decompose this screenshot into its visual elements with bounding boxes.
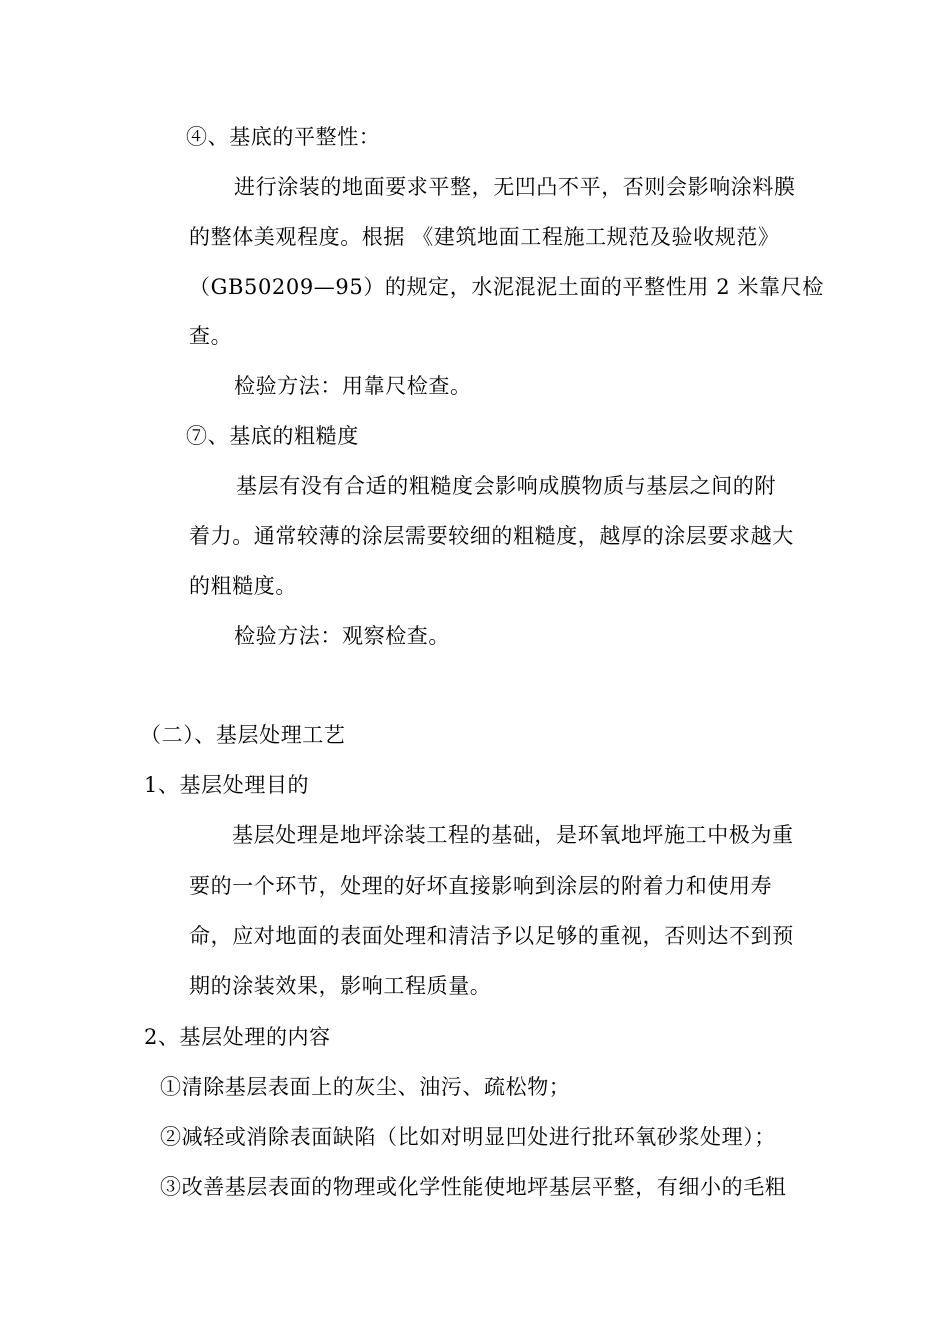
paragraph-line: 查。 bbox=[189, 324, 233, 348]
paragraph-line: 基层有没有合适的粗糙度会影响成膜物质与基层之间的附 bbox=[236, 474, 776, 498]
part-heading-base-treatment: （二）、基层处理工艺 bbox=[140, 723, 346, 747]
paragraph-line: （GB50209—95）的规定，水泥混泥土面的平整性用 2 米靠尺检 bbox=[189, 275, 824, 299]
paragraph-line: 进行涂装的地面要求平整，无凹凸不平，否则会影响涂料膜 bbox=[234, 175, 796, 199]
item-heading-purpose: 1、基层处理目的 bbox=[144, 773, 310, 797]
list-item: ③改善基层表面的物理或化学性能使地坪基层平整，有细小的毛粗 bbox=[160, 1175, 787, 1199]
paragraph-line: 着力。通常较薄的涂层需要较细的粗糙度，越厚的涂层要求越大 bbox=[189, 524, 794, 548]
section-heading-flatness: ④、基底的平整性： bbox=[186, 125, 381, 149]
paragraph-line: 基层处理是地坪涂装工程的基础，是环氧地坪施工中极为重 bbox=[232, 823, 794, 847]
inspection-method-roughness: 检验方法：观察检查。 bbox=[234, 624, 450, 648]
paragraph-line: 的整体美观程度。根据 《建筑地面工程施工规范及验收规范》 bbox=[189, 225, 780, 249]
list-item: ①清除基层表面上的灰尘、油污、疏松物； bbox=[160, 1075, 571, 1099]
paragraph-line: 的粗糙度。 bbox=[189, 574, 297, 598]
paragraph-line: 要的一个环节，处理的好坏直接影响到涂层的附着力和使用寿 bbox=[189, 874, 773, 898]
list-item: ②减轻或消除表面缺陷（比如对明显凹处进行批环氧砂浆处理）； bbox=[160, 1125, 776, 1149]
inspection-method-flatness: 检验方法：用靠尺检查。 bbox=[234, 374, 472, 398]
paragraph-line: 期的涂装效果，影响工程质量。 bbox=[189, 974, 492, 998]
paragraph-line: 命，应对地面的表面处理和清洁予以足够的重视，否则达不到预 bbox=[189, 924, 794, 948]
section-heading-roughness: ⑦、基底的粗糙度 bbox=[186, 424, 359, 448]
item-heading-content: 2、基层处理的内容 bbox=[144, 1025, 331, 1049]
